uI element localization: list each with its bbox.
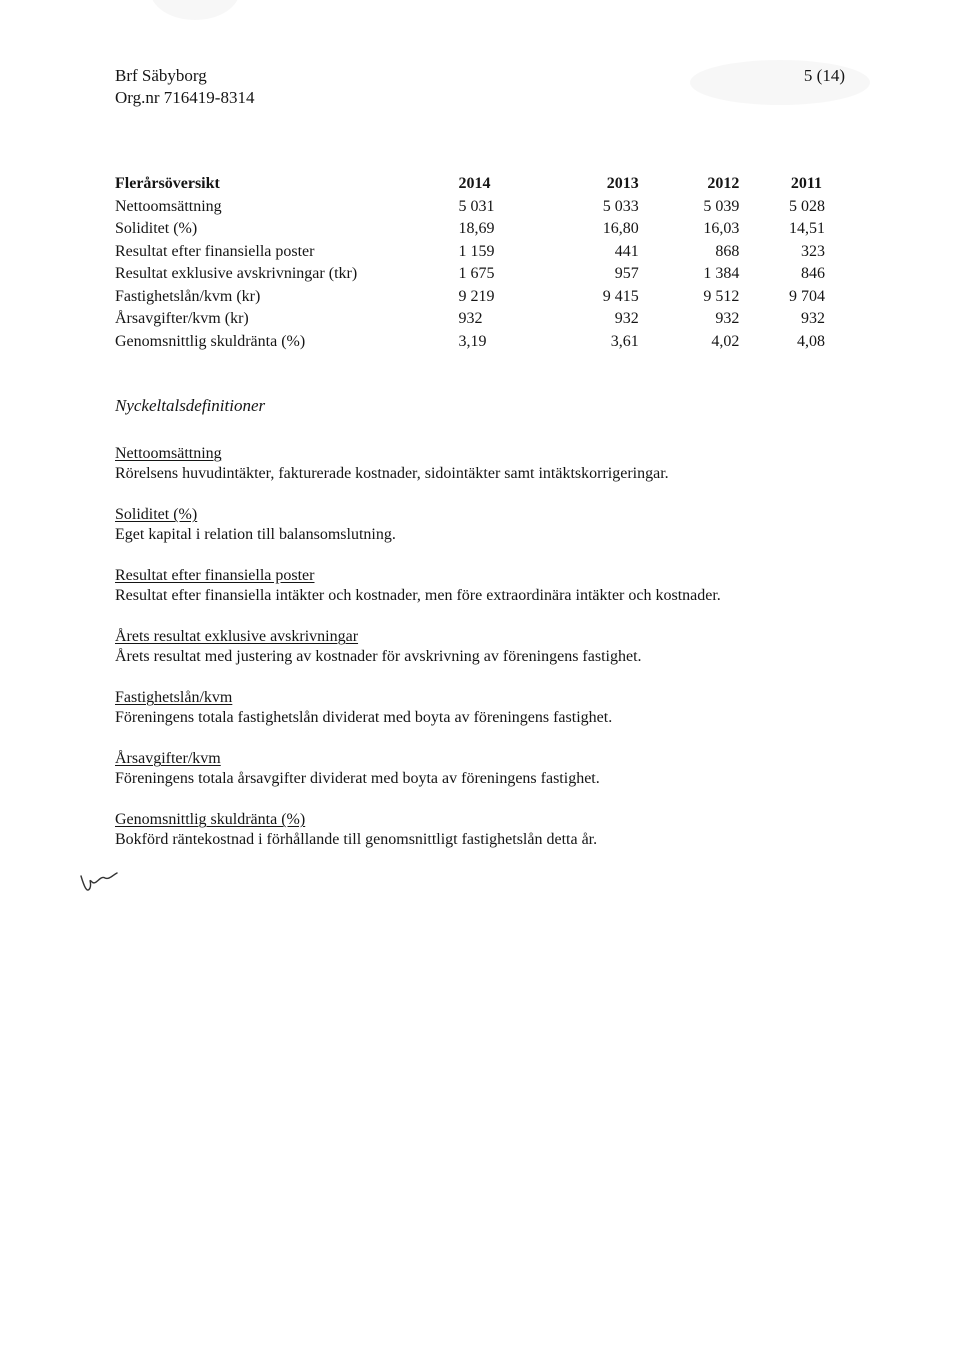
cell-value: 1 159 (458, 242, 495, 260)
page-header (115, 66, 845, 108)
cell-value: 932 (715, 310, 740, 327)
cell-value: 16,80 (602, 220, 639, 237)
table-row (115, 332, 825, 355)
table-row (115, 242, 825, 265)
definition-text: Rörelsens huvudintäkter, fakturerade kostnader, sidointäkter samt intäktskorrigeringar. (115, 465, 669, 483)
definition-item (115, 505, 845, 545)
cell-value: 323 (801, 242, 825, 260)
cell-value: 441 (614, 242, 639, 260)
definition-term: Genomsnittlig skuldränta (%) (115, 811, 306, 829)
definition-term: Fastighetslån/kvm (115, 689, 233, 707)
row-label: Fastighetslån/kvm (kr) (115, 287, 261, 305)
row-label: Årsavgifter/kvm (kr) (115, 310, 249, 327)
cell-value: 957 (614, 265, 639, 282)
definition-term: Årets resultat exklusive avskrivningar (115, 628, 359, 646)
scan-artifact (150, 0, 240, 20)
row-label: Soliditet (%) (115, 220, 198, 237)
cell-value: 1 384 (703, 265, 740, 282)
cell-value: 3,19 (458, 332, 487, 350)
definition-text: Resultat efter finansiella intäkter och kostnader, men före extraordinära intäkter och kostnader. (115, 587, 721, 605)
definition-term: Soliditet (%) (115, 506, 198, 524)
cell-value: 868 (715, 242, 740, 260)
year-header: 2012 (707, 175, 740, 192)
cell-value: 932 (801, 310, 825, 327)
cell-value: 9 415 (602, 287, 639, 305)
cell-value: 4,08 (797, 332, 825, 350)
cell-value: 14,51 (789, 220, 825, 237)
handwritten-initials-icon (78, 866, 118, 896)
table-title: Flerårsöversikt (115, 175, 220, 192)
cell-value: 5 039 (703, 197, 740, 215)
cell-value: 16,03 (703, 220, 740, 237)
multi-year-overview-table (115, 174, 825, 354)
cell-value: 932 (458, 310, 483, 327)
cell-value: 5 028 (789, 197, 825, 215)
cell-value: 5 031 (458, 197, 495, 215)
row-label: Resultat efter finansiella poster (115, 242, 315, 260)
year-header: 2013 (606, 175, 639, 192)
definitions-heading: Nyckeltalsdefinitioner (115, 396, 266, 415)
cell-value: 932 (614, 310, 639, 327)
cell-value: 846 (801, 265, 825, 282)
definition-item (115, 749, 845, 789)
year-header: 2014 (458, 175, 491, 192)
definition-text: Eget kapital i relation till balansomslutning. (115, 526, 396, 544)
table-row (115, 309, 825, 332)
definition-term: Årsavgifter/kvm (115, 750, 221, 768)
definition-term: Resultat efter finansiella poster (115, 567, 315, 585)
cell-value: 3,61 (610, 332, 639, 350)
header-row (115, 66, 845, 88)
cell-value: 18,69 (458, 220, 495, 237)
key-ratio-definitions (115, 396, 845, 871)
definition-item (115, 688, 845, 728)
definition-item (115, 566, 845, 606)
year-header: 2011 (790, 175, 822, 192)
cell-value: 9 219 (458, 287, 495, 305)
row-label: Genomsnittlig skuldränta (%) (115, 332, 306, 350)
table-row (115, 219, 825, 242)
cell-value: 4,02 (711, 332, 740, 350)
row-label: Resultat exklusive avskrivningar (tkr) (115, 265, 358, 282)
definition-item (115, 810, 845, 850)
definition-text: Bokförd räntekostnad i förhållande till genomsnittligt fastighetslån detta år. (115, 831, 598, 849)
cell-value: 5 033 (602, 197, 639, 215)
table-row (115, 287, 825, 310)
cell-value: 1 675 (458, 265, 495, 282)
organization-number: Org.nr 716419-8314 (115, 88, 255, 107)
definition-term: Nettoomsättning (115, 445, 222, 463)
table-row (115, 197, 825, 220)
row-label: Nettoomsättning (115, 197, 222, 215)
cell-value: 9 512 (703, 287, 740, 305)
definition-text: Föreningens totala fastighetslån dividerat med boyta av föreningens fastighet. (115, 709, 613, 727)
definition-item (115, 627, 845, 667)
table-header-row (115, 174, 825, 197)
organization-name: Brf Säbyborg (115, 66, 207, 85)
cell-value: 9 704 (789, 287, 825, 305)
definition-text: Årets resultat med justering av kostnader för avskrivning av föreningens fastighet. (115, 648, 642, 666)
page-number: 5 (14) (803, 66, 845, 85)
definition-text: Föreningens totala årsavgifter dividerat med boyta av föreningens fastighet. (115, 770, 600, 788)
table-row (115, 264, 825, 287)
definition-item (115, 444, 845, 484)
